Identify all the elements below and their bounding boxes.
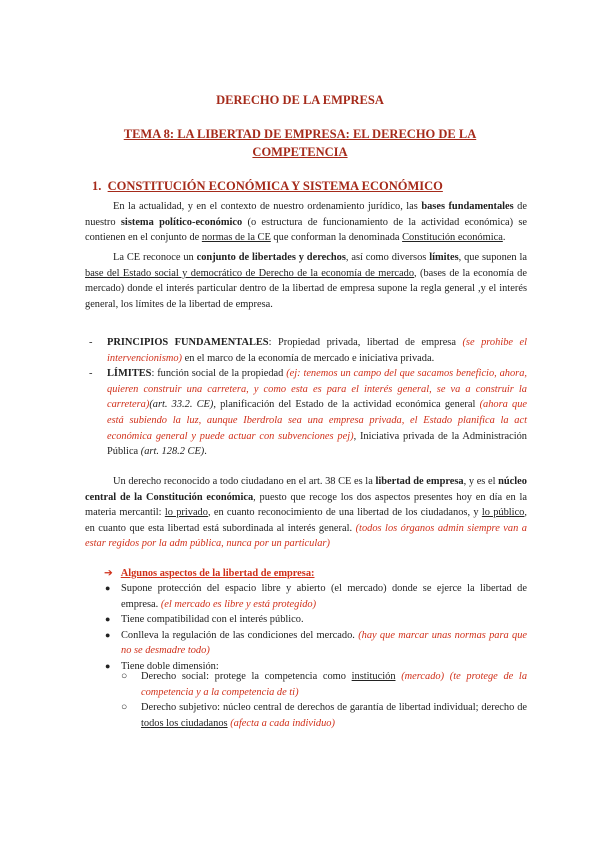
section-title: CONSTITUCIÓN ECONÓMICA Y SISTEMA ECONÓMICO [107, 179, 443, 193]
section-number: 1. [92, 179, 102, 193]
list-item-principles: - PRINCIPIOS FUNDAMENTALES: Propiedad privada, libertad de empresa (se prohibe el intervencionismo) en el marco de la economía de mercado e iniciativa privada. [89, 337, 527, 364]
aspects-heading: ➔ Algunos aspectos de la libertad de empresa: [104, 568, 315, 579]
arrow-icon: ➔ [104, 568, 113, 579]
list-item-limits: - LÍMITES: función social de la propiedad (ej: tenemos un campo del que sacamos beneficio, ahora, quieren construir una carretera, y como esta es para el interés general, se va a construir la carretera)(art. 33.2. CE), planificación del Estado de la actividad económica general (ahora que está subiendo la luz, aunque Iberdrola sea una empresa privada, el Estado planifica la act económica general y puede actuar con subvenciones pej), Iniciativa privada de la Administración Pública (art. 128.2 CE). [89, 368, 528, 458]
document-title: DERECHO DE LA EMPRESA [216, 93, 384, 107]
list-item: ● Tiene compatibilidad con el interés público. [105, 614, 304, 626]
paragraph-freedom: Un derecho reconocido a todo ciudadano en el art. 38 CE es la libertad de empresa, y es el núcleo central de la Constitución económica, puesto que recoge los dos aspectos presentes hoy en día en la materia mercantil: lo privado, en cuanto reconocimiento de una libertad de los ciudadanos, y lo público, en cuanto que esta libertad está subordinada al interés general. (todos los órganos admin siempre van a estar regidos por la adm pública, nunca por un particular) [85, 476, 527, 550]
list-item: ● Supone protección del espacio libre y abierto (el mercado) donde se ejerce la libertad de empresa. (el mercado es libre y está protegido) [105, 583, 527, 610]
paragraph-rights: La CE reconoce un conjunto de libertades y derechos, así como diversos límites, que suponen la base del Estado social y democrático de Derecho de la economía de mercado, (bases de la economía de mercado) donde el interés particular dentro de la libertad de empresa supone la regla general ,y el interés general, los límites de la libertad de empresa. [85, 252, 527, 310]
principles-list [85, 335, 527, 460]
list-item: ● Tiene doble dimensión: [105, 660, 219, 672]
section-heading [92, 179, 443, 194]
paragraph-intro: En la actualidad, y en el contexto de nuestro ordenamiento jurídico, las bases fundamentales de nuestro sistema político-económico (o estructura de funcionamiento de la actividad económica) se contienen en el conjunto de normas de la CE que conforman la denominada Constitución económica. [85, 201, 527, 244]
topic-title: TEMA 8: LA LIBERTAD DE EMPRESA: EL DERECHO DE LA COMPETENCIA [123, 127, 477, 159]
sublist-item-social: ○ Derecho social: protege la competencia como institución (mercado) (te protege de la competencia y a la competencia de ti) [121, 671, 528, 698]
list-item: ● Conlleva la regulación de las condiciones del mercado. (hay que marcar unas normas para que no se desmadre todo) [105, 629, 528, 657]
sublist-item-subjective: ○ Derecho subjetivo: núcleo central de derechos de garantía de libertad individual; derecho de todos los ciudadanos (afecta a cada individuo) [121, 702, 527, 729]
aspects-list [104, 581, 527, 675]
dimension-sublist [121, 669, 527, 731]
